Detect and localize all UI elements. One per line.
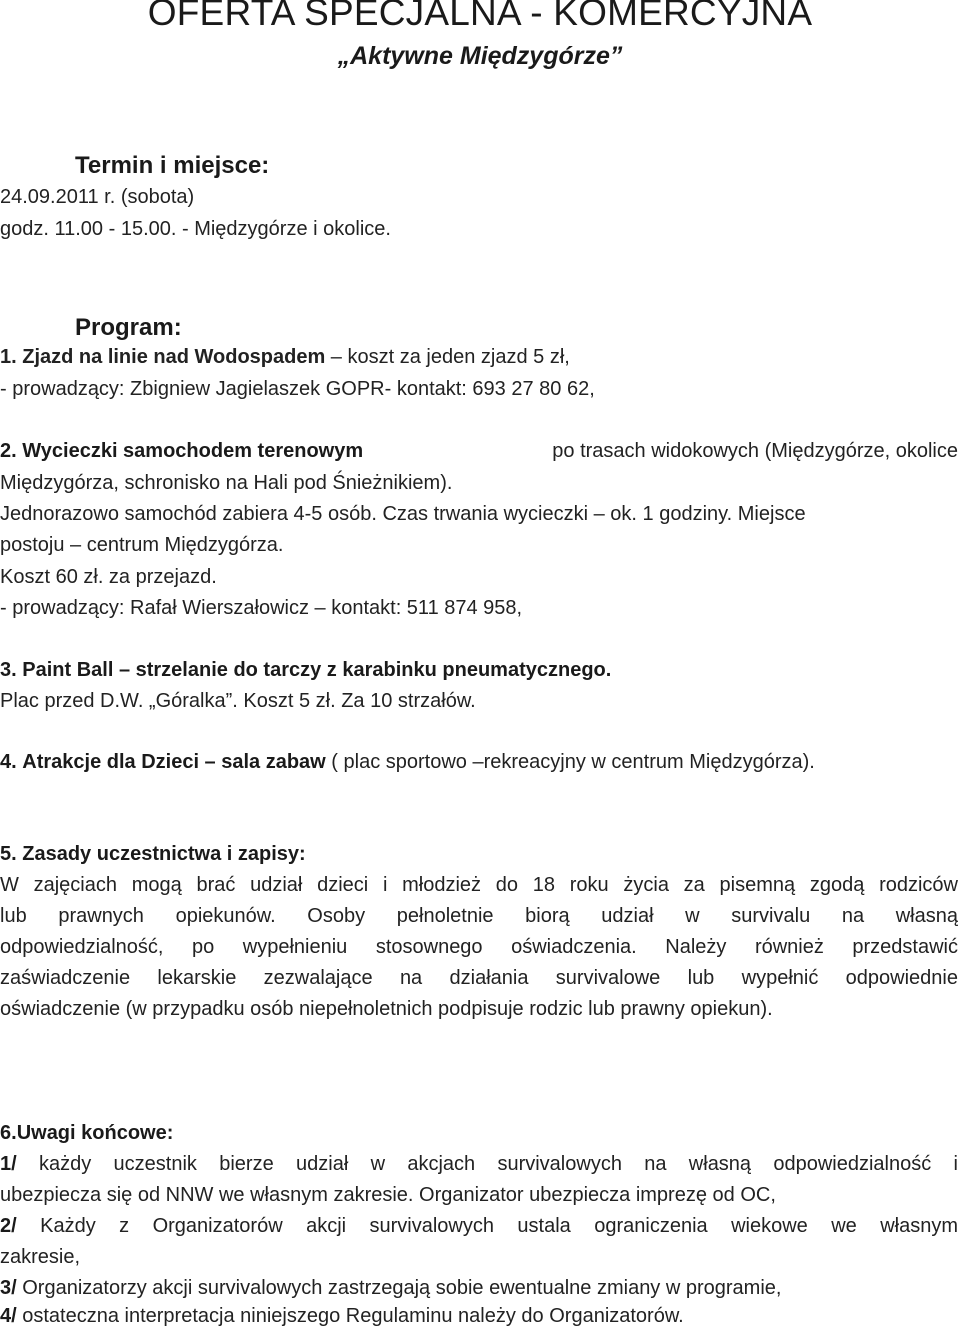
termin-date: 24.09.2011 r. (sobota) [0, 186, 195, 208]
item-6-line-2: ubezpiecza się od NNW we własnym zakresie. Organizator ubezpiecza imprezę od OC, [0, 1184, 776, 1206]
program-item-2-line-1 [0, 440, 958, 463]
item-2-line-2: Międzygórza, schronisko na Hali pod Śnieżnikiem). [0, 472, 453, 494]
item-2-line-3: Jednorazowo samochód zabiera 4-5 osób. Czas trwania wycieczki – ok. 1 godziny. Miejsce [0, 503, 806, 525]
item-5-line-5: oświadczenie (w przypadku osób niepełnoletnich podpisuje rodzic lub prawny opiekun). [0, 998, 773, 1020]
item-6-line-3 [0, 1215, 958, 1238]
item-2-number: 2. [0, 440, 17, 462]
item-4-number: 4. [0, 751, 17, 773]
item-2-line-1-rest: po trasach widokowych (Międzygórze, okolice [552, 440, 958, 462]
item-3-number: 3. [0, 659, 17, 681]
item-6-line-5 [0, 1277, 781, 1300]
item-4-title: Atrakcje dla Dzieci – sala zabaw [22, 751, 326, 773]
item-4-rest: ( plac sportowo –rekreacyjny w centrum Międzygórza). [325, 751, 815, 773]
program-item-3 [0, 659, 611, 682]
item-1-title: Zjazd na linie nad Wodospadem [22, 346, 326, 368]
item-6-note-3-text: Organizatorzy akcji survivalowych zastrzegają sobie ewentualne zmiany w programie, [16, 1277, 782, 1299]
item-3-line-2: Plac przed D.W. „Góralka”. Koszt 5 zł. Za 10 strzałów. [0, 690, 476, 712]
program-item-1 [0, 346, 570, 369]
item-1-number: 1. [0, 346, 17, 368]
item-6-line-1 [0, 1153, 958, 1176]
item-6-note-3-number: 3/ [0, 1277, 17, 1299]
item-5-number: 5. [0, 843, 17, 865]
item-5-line-3: odpowiedzialność, po wypełnieniu stosownego oświadczenia. Należy również przedstawić [0, 936, 958, 958]
item-1-cost: – koszt za jeden zjazd 5 zł, [325, 346, 570, 368]
document-title: OFERTA SPECJALNA - KOMERCYJNA [147, 0, 813, 33]
item-6-note-4-number: 4/ [0, 1305, 17, 1327]
item-5-line-1 [0, 874, 958, 897]
item-6-note-2-number: 2/ [0, 1215, 17, 1237]
item-6-note-1-text: każdy uczestnik bierze udział w akcjach survivalowych na własną odpowiedzialność i [16, 1153, 958, 1175]
termin-heading: Termin i miejsce: [75, 152, 270, 179]
item-2-title: Wycieczki samochodem terenowym [22, 440, 364, 462]
program-item-6-heading [0, 1122, 173, 1145]
item-6-note-4-text: ostateczna interpretacja niniejszego Regulaminu należy do Organizatorów. [16, 1305, 684, 1327]
item-6-number: 6. [0, 1122, 17, 1144]
item-3-title: Paint Ball – strzelanie do tarczy z karabinku pneumatycznego. [22, 659, 612, 681]
item-6-note-1-number: 1/ [0, 1153, 17, 1175]
program-item-5-heading [0, 843, 306, 866]
item-6-line-6 [0, 1305, 684, 1328]
item-2-line-5: Koszt 60 zł. za przejazd. [0, 566, 217, 588]
program-heading: Program: [75, 314, 182, 341]
item-2-line-4: postoju – centrum Międzygórza. [0, 534, 284, 556]
item-1-lead: - prowadzący: Zbigniew Jagielaszek GOPR- kontakt: 693 27 80 62, [0, 378, 595, 400]
item-5-line-1-text: W zajęciach mogą brać udział dzieci i młodzież do 18 roku życia za pisemną zgodą rodziców [0, 874, 958, 896]
termin-time-place: godz. 11.00 - 15.00. - Międzygórze i okolice. [0, 218, 391, 240]
document-subtitle: „Aktywne Międzygórze” [337, 42, 623, 70]
item-2-line-6: - prowadzący: Rafał Wierszałowicz – kontakt: 511 874 958, [0, 597, 523, 619]
item-6-title: Uwagi końcowe: [16, 1122, 174, 1144]
item-6-note-2-text: Każdy z Organizatorów akcji survivalowych ustala ograniczenia wiekowe we własnym [16, 1215, 958, 1237]
item-5-title: Zasady uczestnictwa i zapisy: [22, 843, 306, 865]
item-5-line-2: lub prawnych opiekunów. Osoby pełnoletnie biorą udział w survivalu na własną [0, 905, 958, 927]
program-item-4 [0, 751, 815, 774]
item-5-line-4: zaświadczenie lekarskie zezwalające na działania survivalowe lub wypełnić odpowiednie [0, 967, 958, 989]
item-6-line-4: zakresie, [0, 1246, 81, 1268]
